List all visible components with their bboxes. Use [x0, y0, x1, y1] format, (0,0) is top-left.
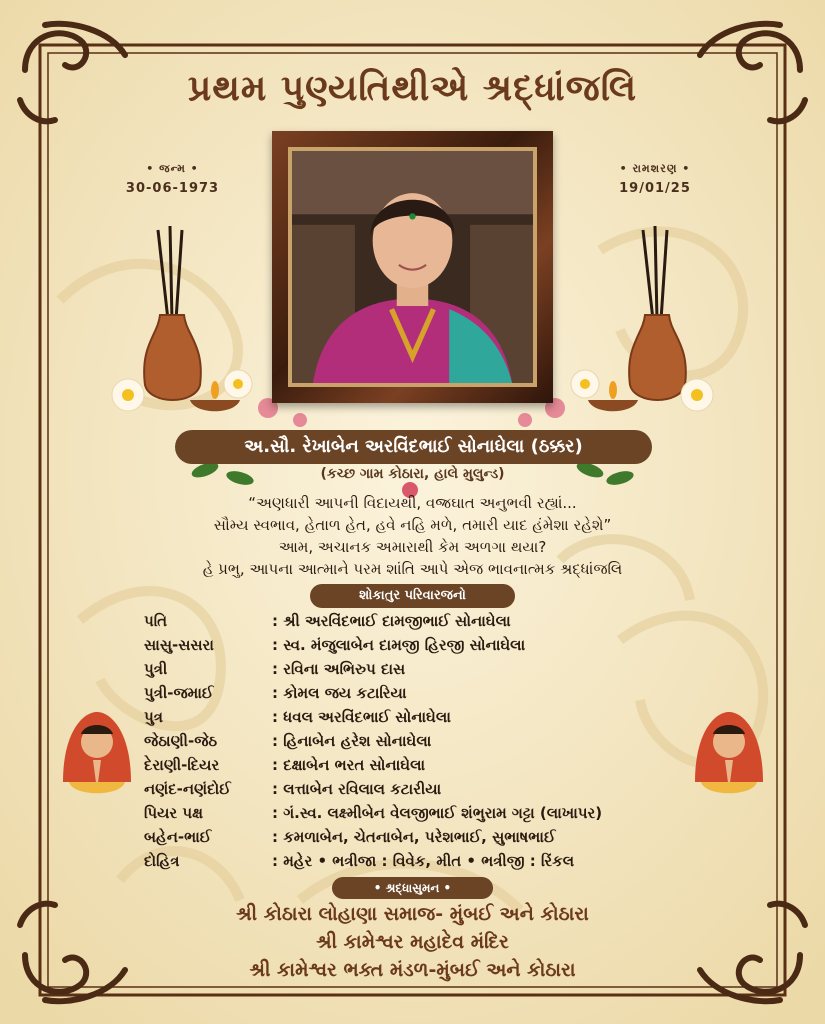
deceased-location: (કચ્છ ગામ કોઠારા, હાલે મુલુન્ડ): [320, 466, 505, 482]
birth-label: • જન્મ •: [146, 162, 199, 175]
tribute-line-3: શ્રી કામેશ્વર ભક્ત મંડળ-મુંબઈ અને કોઠારા: [249, 959, 576, 981]
family-relation: પિયર પક્ષ: [144, 804, 204, 822]
family-names: : શ્રી અરવિંદભાઈ દામજીભાઈ સોનાઘેલા: [272, 612, 511, 630]
tribute-line-2: શ્રી કામેશ્વર મહાદેવ મંદિર: [316, 931, 509, 953]
family-names: : ધવલ અરવિંદભાઈ સોનાઘેલા: [272, 708, 451, 726]
birth-date: 30-06-1973: [125, 181, 220, 196]
family-relation: દેરાણી-દિયર: [144, 756, 220, 774]
family-relation: જેઠાણી-જેઠ: [144, 732, 218, 750]
family-names: : ગં.સ્વ. લક્ષ્મીબેન વેલજીભાઈ શંભુરામ ગટ્ટા (લાખાપર): [272, 804, 603, 822]
quote-line-2: સૌમ્ય સ્વભાવ, હેતાળ હેત, હવે નહિ મળે, તમારી યાદ હંમેશા રહેશે”: [213, 516, 612, 534]
family-names: : લત્તાબેન રવિલાલ કટારીયા: [272, 780, 442, 798]
family-names: : હિનાબેન હરેશ સોનાઘેલા: [272, 732, 432, 750]
family-names: : કમળાબેન, ચેતનાબેન, પરેશભાઈ, સુભાષભાઈ: [272, 828, 556, 846]
deceased-name-banner: અ.સૌ. રેખાબેન અરવિંદભાઈ સોનાઘેલા (ઠક્કર): [175, 430, 652, 464]
death-date-block: [600, 162, 710, 196]
quote-line-1: “અણધારી આપની વિદાયથી, વજ્રઘાત અનુભવી રહ્યાં...: [248, 494, 577, 512]
page-title: પ્રથમ પુણ્યતિથીએ શ્રદ્ધાંજલિ: [187, 68, 638, 109]
family-names: : કોમલ જય કટારિયા: [272, 684, 407, 702]
family-relation: પુત્ર: [144, 708, 163, 726]
family-names: : રવિના અભિરુપ દાસ: [272, 660, 406, 678]
family-names: : સ્વ. મંજુલાબેન દામજી હિરજી સોનાઘેલા: [272, 636, 526, 654]
death-date: 19/01/25: [619, 181, 691, 196]
birth-date-block: [125, 162, 220, 196]
family-relation: નણંદ-નણંદોઈ: [144, 780, 231, 798]
quote-line-3: આમ, અચાનક અમારાથી કેમ અળગા થયા?: [278, 538, 547, 556]
death-label: • રામશરણ •: [619, 162, 691, 175]
portrait-frame: [272, 131, 553, 403]
family-relation: દોહિત્ર: [144, 852, 180, 870]
family-heading-banner: શોકાતુર પરિવારજનો: [310, 584, 515, 608]
family-relation: બહેન-ભાઈ: [144, 828, 212, 846]
family-names: : દક્ષાબેન ભરત સોનાઘેલા: [272, 756, 426, 774]
tribute-heading-banner: • શ્રદ્ધાસુમન •: [332, 877, 493, 899]
portrait-photo: [292, 151, 533, 383]
tribute-line-1: શ્રી કોઠારા લોહાણા સમાજ- મુંબઈ અને કોઠારા: [236, 903, 589, 925]
family-relation: પુત્રી-જમાઈ: [144, 684, 214, 702]
family-relation: સાસુ-સસરા: [144, 636, 214, 654]
family-names: : મહેર • ભત્રીજા : વિવેક, મીત • ભત્રીજી : રિંકલ: [272, 852, 575, 870]
family-relation: પુત્રી: [144, 660, 168, 678]
quote-line-4: હે પ્રભુ, આપના આત્માને પરમ શાંતિ આપે એજ ભાવનાત્મક શ્રદ્ધાંજલિ: [202, 560, 623, 578]
family-relation: પતિ: [144, 612, 168, 630]
